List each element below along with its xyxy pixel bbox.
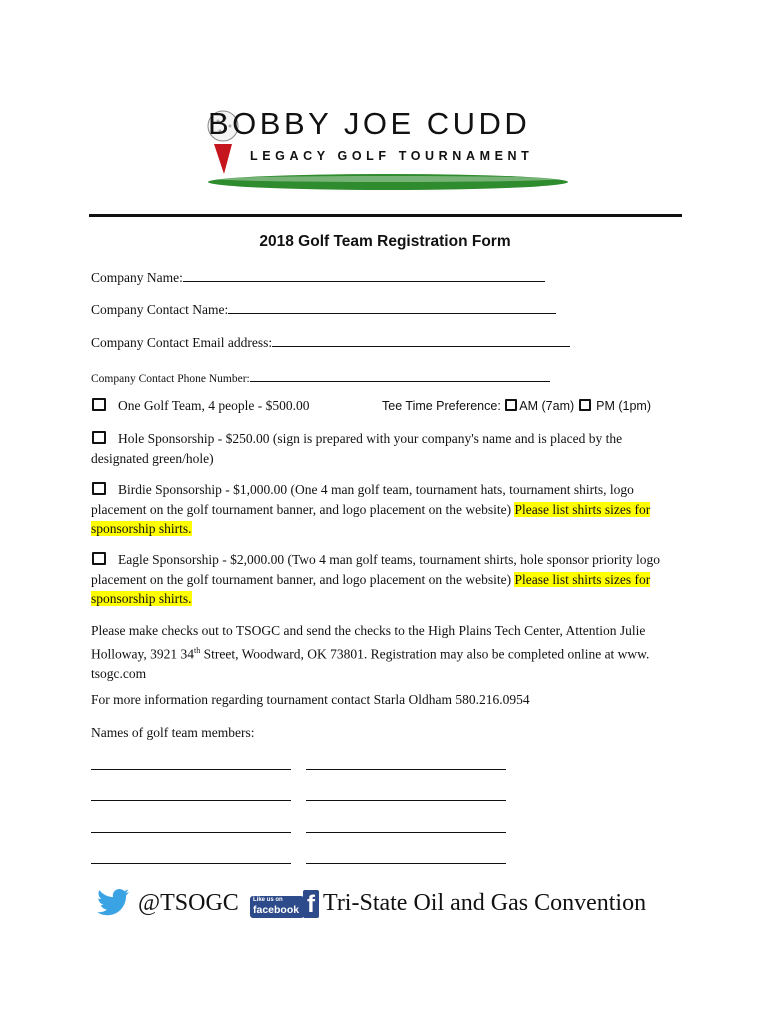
option-birdie-sponsorship[interactable]	[91, 480, 681, 539]
contact-phone-field[interactable]	[91, 369, 550, 385]
fb-wordmark: facebook	[253, 904, 300, 916]
member-name-line[interactable]	[306, 769, 506, 770]
company-name-blank[interactable]	[183, 269, 545, 282]
contact-info: For more information regarding tournament contact Starla Oldham 580.216.0954	[91, 692, 530, 707]
member-name-line[interactable]	[91, 800, 291, 801]
twitter-handle[interactable]: @TSOGC	[138, 890, 239, 916]
tournament-logo	[198, 104, 578, 196]
fb-like-text: Like us on	[253, 897, 283, 903]
facebook-like-badge[interactable]	[250, 890, 318, 918]
logo-subtitle: LEGACY GOLF TOURNAMENT	[250, 149, 534, 163]
tee-time-label: Tee Time Preference:	[382, 399, 501, 413]
logo-title: BOBBY JOE CUDD	[208, 106, 531, 141]
option-eagle-sponsorship[interactable]	[91, 550, 681, 609]
contact-name-blank[interactable]	[228, 301, 556, 314]
facebook-f-icon: f	[303, 890, 319, 918]
tee-time-preference	[382, 399, 651, 413]
birdie-shirt-note: Please list shirts sizes for sponsorship shirts.	[91, 501, 651, 536]
contact-email-field[interactable]	[91, 334, 570, 351]
company-name-field[interactable]	[91, 269, 545, 286]
member-name-line[interactable]	[306, 800, 506, 801]
eagle-sponsorship-label: Eagle Sponsorship - $2,000.00 (Two 4 man golf teams, tournament shirts, hole sponsor priority logo placement on the golf tournament banner, and logo placement on the website)	[91, 552, 660, 587]
hole-sponsorship-label: Hole Sponsorship - $250.00 (sign is prepared with your company's name and is placed by the designated green/hole)	[91, 431, 623, 466]
contact-email-blank[interactable]	[272, 334, 570, 347]
members-label: Names of golf team members:	[91, 725, 255, 740]
member-name-line[interactable]	[91, 863, 291, 864]
member-name-line[interactable]	[91, 832, 291, 833]
member-name-line[interactable]	[306, 832, 506, 833]
golf-team-checkbox[interactable]	[92, 398, 106, 411]
payment-instructions: Please make checks out to TSOGC and send the checks to the High Plains Tech Center, Attention Julie Holloway, 3921 34th Street, Woodward, OK 73801. Registration may also be completed online at www. tsogc.com	[91, 623, 650, 681]
member-name-line[interactable]	[91, 769, 291, 770]
birdie-sponsorship-checkbox[interactable]	[92, 482, 106, 495]
birdie-sponsorship-label: Birdie Sponsorship - $1,000.00 (One 4 man golf team, tournament hats, tournament shirts, logo placement on the golf tournament banner, and logo placement on the website)	[91, 482, 634, 517]
eagle-sponsorship-checkbox[interactable]	[92, 552, 106, 565]
tee-am-checkbox[interactable]	[505, 399, 517, 411]
contact-name-label: Company Contact Name:	[91, 302, 229, 317]
tee-pm-checkbox[interactable]	[579, 399, 591, 411]
header-divider	[89, 214, 682, 217]
twitter-bird-icon[interactable]	[96, 888, 130, 918]
hole-sponsorship-checkbox[interactable]	[92, 431, 106, 444]
company-name-label: Company Name:	[91, 270, 183, 285]
golf-tee	[214, 144, 232, 174]
contact-phone-label: Company Contact Phone Number:	[91, 373, 250, 385]
tee-pm-label: PM (1pm)	[596, 399, 652, 413]
option-golf-team[interactable]	[91, 398, 310, 414]
contact-phone-blank[interactable]	[250, 369, 550, 382]
eagle-shirt-note: Please list shirts sizes for sponsorship shirts.	[91, 571, 651, 606]
option-hole-sponsorship[interactable]	[91, 429, 681, 468]
social-footer	[96, 888, 696, 928]
organization-name: Tri-State Oil and Gas Convention	[323, 890, 647, 916]
golf-team-label: One Golf Team, 4 people - $500.00	[118, 398, 310, 413]
contact-name-field[interactable]	[91, 301, 556, 318]
tee-am-label: AM (7am)	[519, 399, 575, 413]
form-title: 2018 Golf Team Registration Form	[259, 233, 511, 250]
member-name-line[interactable]	[306, 863, 506, 864]
contact-email-label: Company Contact Email address:	[91, 335, 273, 350]
